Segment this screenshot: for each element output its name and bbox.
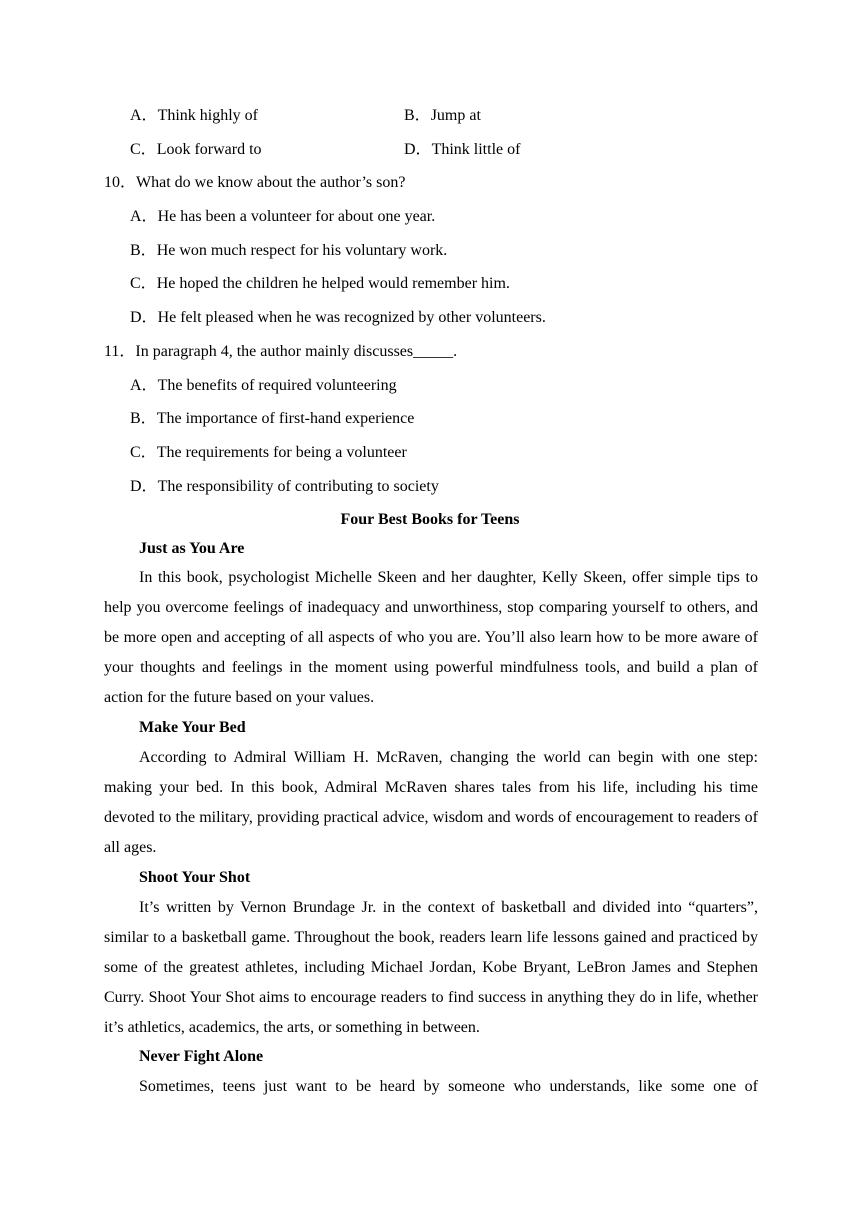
book-description-make-your-bed: According to Admiral William H. McRaven, changing the world can begin with one step: making your bed. In this book, Admiral McRaven shares tales from his life, including his time devoted to the military, providing practical advice, wisdom and words of encouragement to readers of all ages. bbox=[104, 749, 758, 856]
q9-option-b[interactable] bbox=[404, 106, 481, 126]
book-title-never-fight-alone: Never Fight Alone bbox=[139, 1048, 264, 1065]
option-letter: C． bbox=[130, 141, 157, 158]
question-10-stem bbox=[104, 173, 405, 193]
option-text: He won much respect for his voluntary work. bbox=[156, 242, 448, 259]
book-title-make-your-bed: Make Your Bed bbox=[139, 719, 246, 736]
book-description-just-as-you-are: In this book, psychologist Michelle Skeen and her daughter, Kelly Skeen, offer simple tips to help you overcome feelings of inadequacy and unworthiness, stop comparing yourself to others, and be more open and accepting of all aspects of who you are. You’ll also learn how to be more aware of your thoughts and feelings in the moment using powerful mindfulness tools, and build a plan of action for the future based on your values. bbox=[104, 569, 758, 706]
option-letter: D． bbox=[130, 309, 158, 326]
q9-options-row-2 bbox=[130, 140, 690, 160]
q9-option-a[interactable] bbox=[130, 106, 258, 126]
option-letter: B． bbox=[404, 107, 431, 124]
q10-option-b[interactable] bbox=[130, 241, 447, 261]
option-text: He hoped the children he helped would remember him. bbox=[156, 275, 510, 292]
book-title-just-as-you-are: Just as You Are bbox=[139, 540, 245, 557]
q9-option-d[interactable] bbox=[404, 140, 520, 160]
option-text: The requirements for being a volunteer bbox=[156, 444, 407, 461]
q11-option-d[interactable] bbox=[130, 477, 439, 497]
passage-title: Four Best Books for Teens bbox=[340, 511, 520, 528]
q9-option-c[interactable] bbox=[130, 140, 262, 160]
option-text: The benefits of required volunteering bbox=[157, 377, 397, 394]
question-number: 10． bbox=[104, 174, 137, 191]
question-text: In paragraph 4, the author mainly discusses_____. bbox=[135, 343, 458, 360]
book-description-shoot-your-shot: It’s written by Vernon Brundage Jr. in the context of basketball and divided into “quarters”, similar to a basketball game. Throughout the book, readers learn life lessons gained and practiced by some of the greatest athletes, including Michael Jordan, Kobe Bryant, LeBron James and Stephen Curry. Shoot Your Shot aims to encourage readers to find success in anything they do in life, whether it’s athletics, academics, the arts, or something in between. bbox=[104, 899, 758, 1036]
option-text: The importance of first-hand experience bbox=[156, 410, 415, 427]
question-number: 11． bbox=[104, 343, 136, 360]
option-letter: C． bbox=[130, 275, 157, 292]
book-description-never-fight-alone: Sometimes, teens just want to be heard by someone who understands, like some one of bbox=[139, 1078, 758, 1095]
option-text: Jump at bbox=[430, 107, 481, 124]
option-letter: A． bbox=[130, 377, 158, 394]
q9-options-row-1 bbox=[130, 106, 690, 126]
q11-option-a[interactable] bbox=[130, 376, 397, 396]
option-text: Look forward to bbox=[156, 141, 262, 158]
book-title-shoot-your-shot: Shoot Your Shot bbox=[139, 869, 251, 886]
option-letter: B． bbox=[130, 242, 157, 259]
option-text: He has been a volunteer for about one year. bbox=[157, 208, 436, 225]
q11-option-c[interactable] bbox=[130, 443, 407, 463]
option-text: Think highly of bbox=[157, 107, 258, 124]
option-letter: D． bbox=[130, 478, 158, 495]
option-letter: C． bbox=[130, 444, 157, 461]
option-letter: B． bbox=[130, 410, 157, 427]
option-letter: A． bbox=[130, 107, 158, 124]
option-letter: D． bbox=[404, 141, 432, 158]
question-text: What do we know about the author’s son? bbox=[136, 174, 406, 191]
option-text: He felt pleased when he was recognized by other volunteers. bbox=[157, 309, 546, 326]
q10-option-c[interactable] bbox=[130, 274, 510, 294]
option-letter: A． bbox=[130, 208, 158, 225]
q10-option-a[interactable] bbox=[130, 207, 435, 227]
option-text: The responsibility of contributing to society bbox=[157, 478, 439, 495]
q10-option-d[interactable] bbox=[130, 308, 546, 328]
q11-option-b[interactable] bbox=[130, 409, 414, 429]
option-text: Think little of bbox=[431, 141, 521, 158]
question-11-stem bbox=[104, 342, 457, 362]
